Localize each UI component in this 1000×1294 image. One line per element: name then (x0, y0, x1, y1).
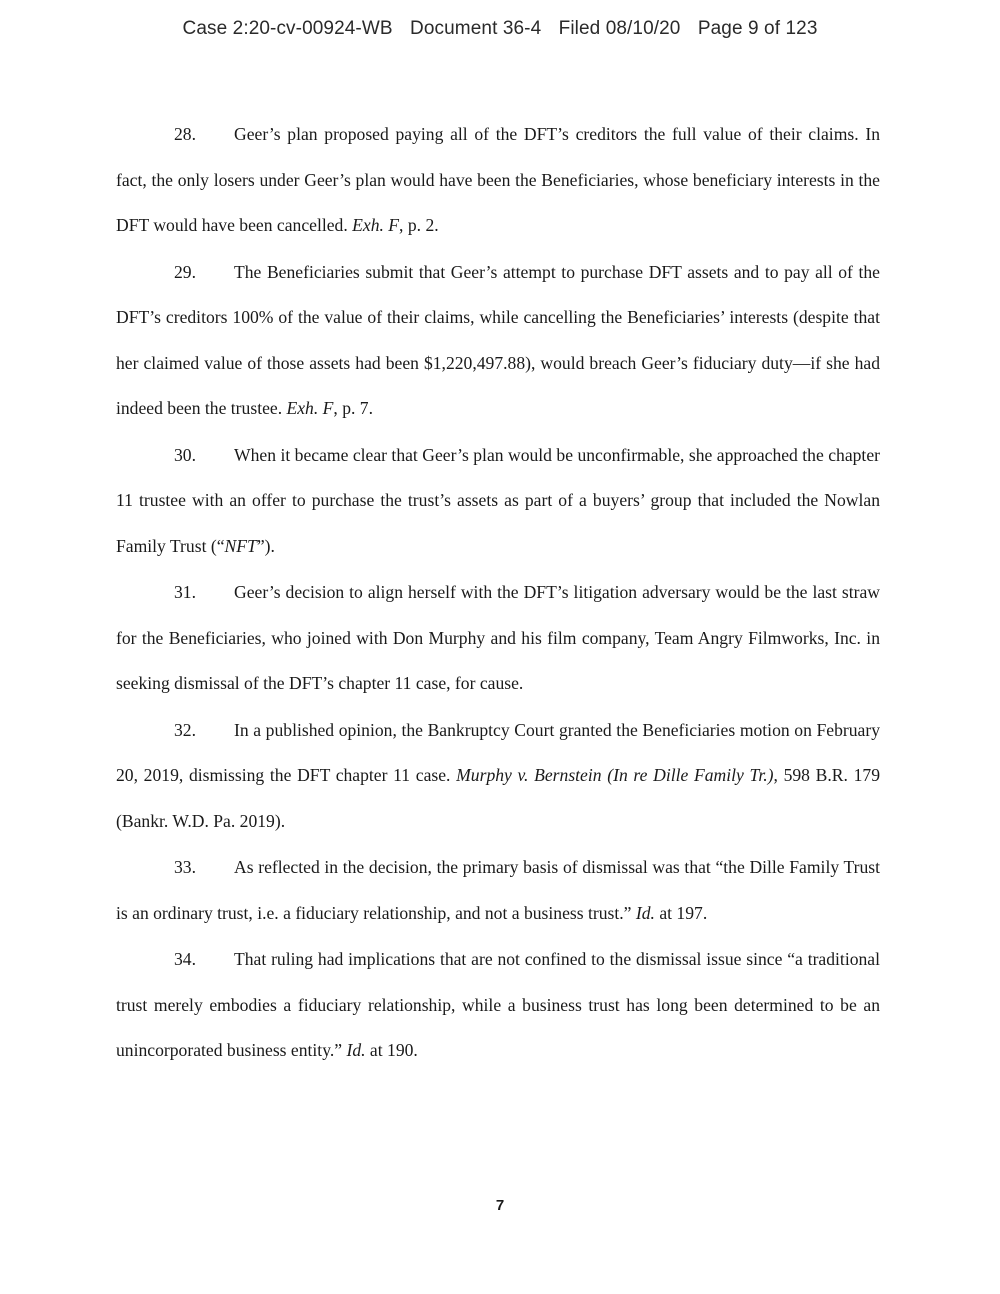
paragraph-28 (116, 112, 880, 249)
paragraph-number: 33. (174, 857, 196, 877)
paragraph-number: 31. (174, 582, 196, 602)
paragraph-number: 29. (174, 261, 196, 282)
paragraph-34 (116, 937, 880, 1074)
case-citation: Murphy v. Bernstein (In re Dille Family Tr.) (456, 765, 774, 785)
defined-term: NFT (224, 535, 257, 556)
exhibit-citation: Exh. F (352, 215, 400, 235)
paragraph-text-tail: at 197. (654, 902, 708, 923)
document-number: Document 36-4 (410, 18, 542, 39)
paragraph-text: As reflected in the decision, the primary basis of dismissal was that “the Dille Family Trust is an ordinary trust, i.e. a fiduciary relationship, and not a business trust.” (116, 857, 880, 923)
paragraph-33 (116, 845, 880, 936)
paragraph-31 (116, 570, 880, 707)
id-citation: Id. (346, 1040, 366, 1060)
case-header (0, 18, 1000, 40)
document-body (116, 112, 880, 1074)
paragraph-text: The Beneficiaries submit that Geer’s attempt to purchase DFT assets and to pay all of the DFT’s creditors 100% of the value of their claims, while cancelling the Beneficiaries’ interests (despite that her claimed value of those assets had been $1,220,497.88), would breach Geer’s fiduciary duty—if she had indeed been the trustee. (116, 261, 880, 418)
paragraph-number: 30. (174, 444, 196, 465)
paragraph-29 (116, 250, 880, 432)
case-number: Case 2:20-cv-00924-WB (182, 18, 393, 39)
paragraph-text-tail: ”). (256, 535, 275, 556)
paragraph-text: That ruling had implications that are not confined to the dismissal issue since “a traditional trust merely embodies a fiduciary relationship, while a business trust has long been determined to be an unincorporated business entity.” (116, 949, 880, 1060)
paragraph-text: Geer’s plan proposed paying all of the DFT’s creditors the full value of their claims. In fact, the only losers under Geer’s plan would have been the Beneficiaries, whose beneficiary interests in the DFT would have been cancelled. (116, 124, 880, 235)
paragraph-30 (116, 433, 880, 570)
paragraph-text: Geer’s decision to align herself with the DFT’s litigation adversary would be the last straw for the Beneficiaries, who joined with Don Murphy and his film company, Team Angry Filmworks, Inc. in seeking dismissal of the DFT’s chapter 11 case, for cause. (116, 582, 880, 693)
paragraph-text: In a published opinion, the Bankruptcy Court granted the Beneficiaries motion on February 20, 2019, dismissing the DFT chapter 11 case. (116, 719, 880, 785)
paragraph-number: 32. (174, 719, 196, 740)
paragraph-32 (116, 708, 880, 845)
paragraph-text-tail: at 190. (365, 1040, 418, 1060)
filed-date: Filed 08/10/20 (558, 18, 681, 39)
page-indicator: Page 9 of 123 (697, 18, 818, 39)
paragraph-number: 34. (174, 949, 196, 969)
paragraph-text: When it became clear that Geer’s plan would be unconfirmable, she approached the chapter 11 trustee with an offer to purchase the trust’s assets as part of a buyers’ group that included the Nowlan Family Trust (“ (116, 444, 880, 556)
paragraph-text-tail: , p. 2. (399, 215, 439, 235)
id-citation: Id. (635, 902, 655, 923)
page-number: 7 (495, 1197, 505, 1214)
paragraph-number: 28. (174, 124, 196, 144)
paragraph-text-tail: , 598 B.R. 179 (Bankr. W.D. Pa. 2019). (116, 765, 880, 831)
paragraph-text-tail: , p. 7. (333, 398, 373, 418)
exhibit-citation: Exh. F (286, 398, 334, 418)
